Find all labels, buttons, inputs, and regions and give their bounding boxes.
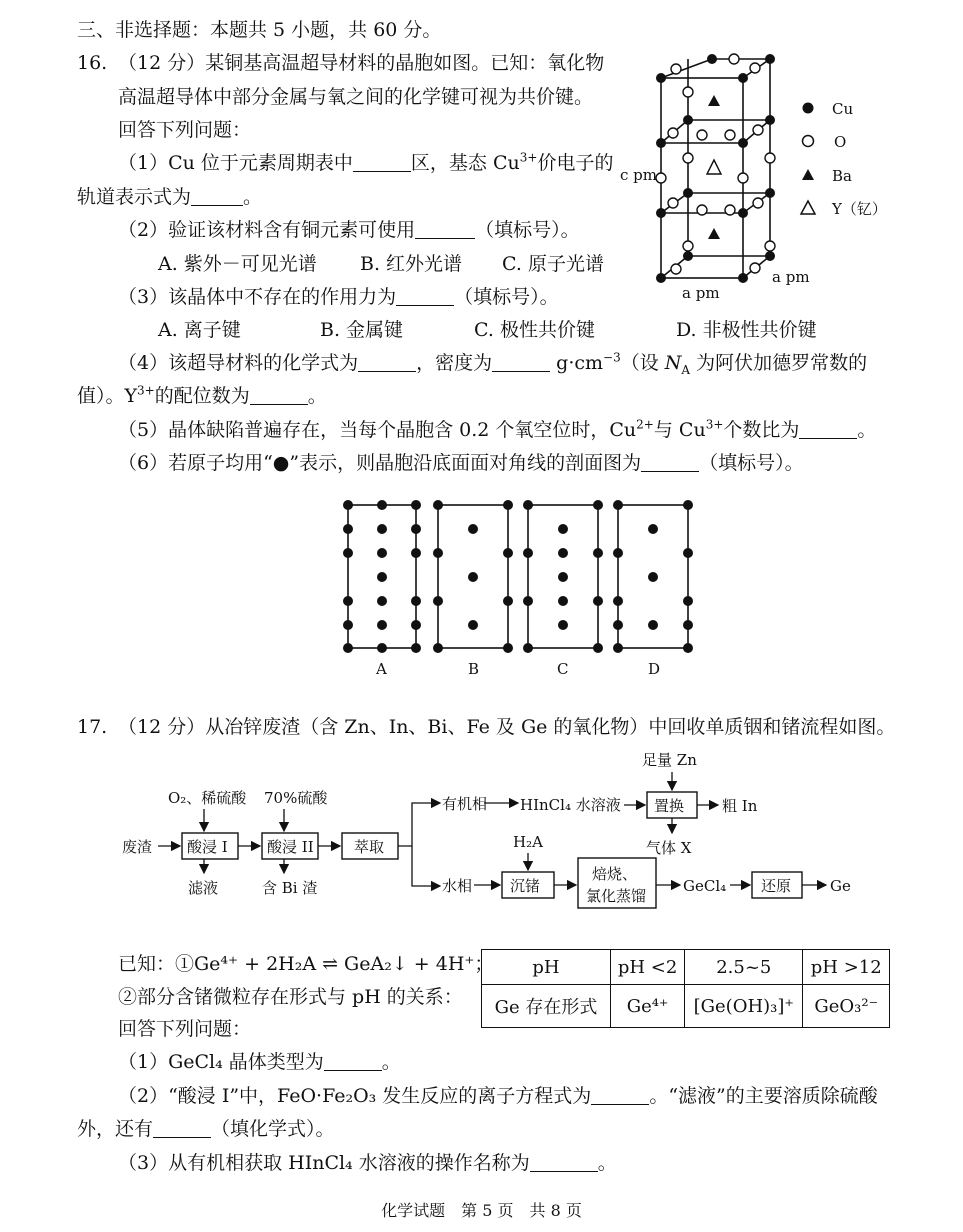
q16-p4-na-sub: A <box>681 362 691 377</box>
option-a-label: A <box>376 660 387 678</box>
q17-known2: ②部分含锗微粒存在形式与 pH 的关系： <box>118 986 463 1008</box>
q16-p4-a: （4）该超导材料的化学式为 <box>118 352 359 374</box>
flow-reagent1: O₂、稀硫酸 <box>168 789 247 807</box>
table-cell: 2.5~5 <box>685 950 803 985</box>
table-cell: GeO₃²⁻ <box>803 985 890 1028</box>
q16-p4-d: （设 <box>620 352 659 374</box>
crystal-cell-figure <box>600 50 900 310</box>
answer-blank[interactable] <box>415 220 475 239</box>
answer-blank[interactable] <box>353 153 411 172</box>
q16-intro-line2: 高温超导体中部分金属与氧之间的化学键可视为共价键。 <box>118 86 594 108</box>
q16-p4-h: 。 <box>307 385 327 407</box>
table-cell: Ge⁴⁺ <box>611 985 685 1028</box>
q17-part1 <box>118 1049 401 1075</box>
table-row <box>482 985 890 1028</box>
q16-p4-c: g·cm <box>556 352 604 374</box>
q17-p2-a: （2）“酸浸 I”中，FeO·Fe₂O₃ 发生反应的离子方程式为 <box>118 1085 592 1107</box>
q17-p2-b: 。“滤液”的主要溶质除硫酸 <box>649 1085 878 1107</box>
legend-cu: Cu <box>832 100 854 118</box>
table-cell: pH <box>482 950 611 985</box>
flow-crude-in: 粗 In <box>722 797 758 815</box>
q16-p3-option-a: A. 离子键 <box>158 319 241 341</box>
q16-p2-option-b: B. 红外光谱 <box>360 253 463 275</box>
table-row <box>482 950 890 985</box>
answer-blank[interactable] <box>591 1086 649 1105</box>
answer-blank[interactable] <box>799 420 857 439</box>
q17-p1-a: （1）GeCl₄ 晶体类型为 <box>118 1051 324 1073</box>
answer-blank[interactable] <box>324 1052 382 1071</box>
q16-part1 <box>118 150 613 176</box>
q16-intro-line1: （12 分）某铜基高温超导材料的晶胞如图。已知：氧化物 <box>118 52 605 74</box>
q17-intro: （12 分）从冶锌废渣（含 Zn、In、Bi、Fe 及 Ge 的氧化物）中回收单质铟和锗流程如图。 <box>118 716 896 738</box>
q17-known1: 已知：①Ge⁴⁺ + 2H₂A ⇌ GeA₂↓ + 4H⁺； <box>118 953 494 975</box>
flow-feed: 废渣 <box>122 838 153 856</box>
answer-blank[interactable] <box>492 353 550 372</box>
q16-p2-text: （2）验证该材料含有铜元素可使用 <box>118 219 416 241</box>
q16-p4-sup2: 3+ <box>137 383 155 398</box>
answer-blank[interactable] <box>153 1119 211 1138</box>
flow-filtrate: 滤液 <box>188 879 219 897</box>
q16-p5-b: 与 Cu <box>653 419 706 441</box>
q16-p2-tail: （填标号）。 <box>475 219 580 241</box>
flow-box-acid2: 酸浸 II <box>267 838 314 856</box>
q16-p4-g: 的配位数为 <box>154 385 250 407</box>
flow-box-reduce: 还原 <box>761 877 792 895</box>
answer-blank[interactable] <box>250 386 308 405</box>
q16-p4-b: ，密度为 <box>416 352 493 374</box>
q16-p5-a: （5）晶体缺陷普遍存在，当每个晶胞含 0.2 个氧空位时，Cu <box>118 419 637 441</box>
cross-section-options <box>330 495 710 680</box>
flow-hincl4: HInCl₄ 水溶液 <box>520 796 621 814</box>
q16-p4-na: N <box>664 352 682 374</box>
flow-box-precip: 沉锗 <box>510 877 541 895</box>
q16-p2-option-a: A. 紫外－可见光谱 <box>158 253 317 275</box>
section-title: 三、非选择题：本题共 5 小题，共 60 分。 <box>77 19 442 41</box>
q16-p5-d: 。 <box>857 419 877 441</box>
q16-p4-f: 值）。Y <box>77 385 138 407</box>
q16-p1-text-a: （1）Cu 位于元素周期表中 <box>118 152 353 174</box>
q16-p1-text-b: 区，基态 Cu <box>410 152 520 174</box>
flow-box-roast-b: 氯化蒸馏 <box>586 887 647 905</box>
q17-p2-c: 外，还有 <box>77 1118 154 1140</box>
answer-blank[interactable] <box>396 287 454 306</box>
q16-number: 16. <box>77 52 108 74</box>
flow-organic: 有机相 <box>442 795 488 813</box>
q16-p3-option-d: D. 非极性共价键 <box>676 319 817 341</box>
q16-p1-text-c: 价电子的 <box>537 152 614 174</box>
legend-ba: Ba <box>832 167 852 185</box>
table-cell: pH >12 <box>803 950 890 985</box>
q16-p3-option-b: B. 金属键 <box>320 319 404 341</box>
label-c: c pm <box>620 166 657 184</box>
q16-part3 <box>118 284 559 310</box>
answer-blank[interactable] <box>641 453 699 472</box>
table-cell: pH <2 <box>611 950 685 985</box>
option-b-label: B <box>468 660 480 678</box>
table-cell: [Ge(OH)₃]⁺ <box>685 985 803 1028</box>
q16-part4 <box>118 350 867 376</box>
q16-p4-sup: −3 <box>603 350 621 365</box>
q17-number: 17. <box>77 716 108 738</box>
q16-part6 <box>118 450 804 476</box>
q17-p1-b: 。 <box>381 1051 401 1073</box>
q17-part3 <box>118 1150 617 1176</box>
q16-p5-sup2: 3+ <box>705 417 724 432</box>
flow-box-acid1: 酸浸 I <box>187 838 228 856</box>
q17-prompt: 回答下列问题： <box>118 1018 252 1040</box>
q17-p3-b: 。 <box>597 1152 617 1174</box>
flow-zn: 足量 Zn <box>642 751 697 769</box>
q16-prompt: 回答下列问题： <box>118 119 252 141</box>
flow-bi-residue: 含 Bi 渣 <box>262 879 318 897</box>
legend-o: O <box>834 133 847 151</box>
option-d-label: D <box>648 660 661 678</box>
label-a-front: a pm <box>682 284 720 302</box>
q16-p6-b: （填标号）。 <box>699 452 804 474</box>
q16-p4-e: 为阿伏加德罗常数的 <box>696 352 868 374</box>
flow-box-extract: 萃取 <box>354 838 385 856</box>
flow-box-roast-a: 焙烧、 <box>592 865 638 883</box>
q16-p5-c: 个数比为 <box>723 419 800 441</box>
flow-gas-x: 气体 X <box>646 839 692 857</box>
flow-aqueous: 水相 <box>442 877 473 895</box>
q16-p6-a: （6）若原子均用“●”表示，则晶胞沿底面面对角线的剖面图为 <box>118 452 642 474</box>
flow-ge: Ge <box>830 877 851 895</box>
flow-reagent2: 70%硫酸 <box>264 789 328 807</box>
q16-p1-text-d: 轨道表示式为 <box>77 186 192 208</box>
ge-species-table <box>481 949 890 1028</box>
q16-part4-cont <box>77 383 327 409</box>
q16-p3-tail: （填标号）。 <box>454 286 559 308</box>
q17-part2 <box>118 1083 878 1109</box>
label-a-side: a pm <box>772 268 810 286</box>
q16-p3-option-c: C. 极性共价键 <box>474 319 595 341</box>
flow-h2a: H₂A <box>513 833 543 851</box>
flow-gecl4: GeCl₄ <box>683 877 727 895</box>
page-footer: 化学试题 第 5 页 共 8 页 <box>381 1201 582 1220</box>
q16-part2 <box>118 217 580 243</box>
process-flowchart <box>110 745 870 915</box>
option-c-label: C <box>557 660 569 678</box>
q16-part1-cont <box>77 184 262 210</box>
answer-blank[interactable] <box>530 1153 598 1172</box>
q17-p2-d: （填化学式）。 <box>211 1118 335 1140</box>
q16-p2-option-c: C. 原子光谱 <box>502 253 604 275</box>
flow-box-replace: 置换 <box>654 797 685 815</box>
q16-p3-text: （3）该晶体中不存在的作用力为 <box>118 286 397 308</box>
q16-p5-sup1: 2+ <box>636 417 654 432</box>
q17-p3-a: （3）从有机相获取 HInCl₄ 水溶液的操作名称为 <box>118 1152 530 1174</box>
q17-part2-cont <box>77 1116 335 1142</box>
table-cell: Ge 存在形式 <box>482 985 611 1028</box>
q16-p1-text-e: 。 <box>243 186 263 208</box>
q16-part5 <box>118 417 876 443</box>
legend-y: Y（钇） <box>832 200 887 218</box>
q16-p1-sup: 3+ <box>519 150 538 165</box>
answer-blank[interactable] <box>358 353 416 372</box>
answer-blank[interactable] <box>191 187 243 206</box>
